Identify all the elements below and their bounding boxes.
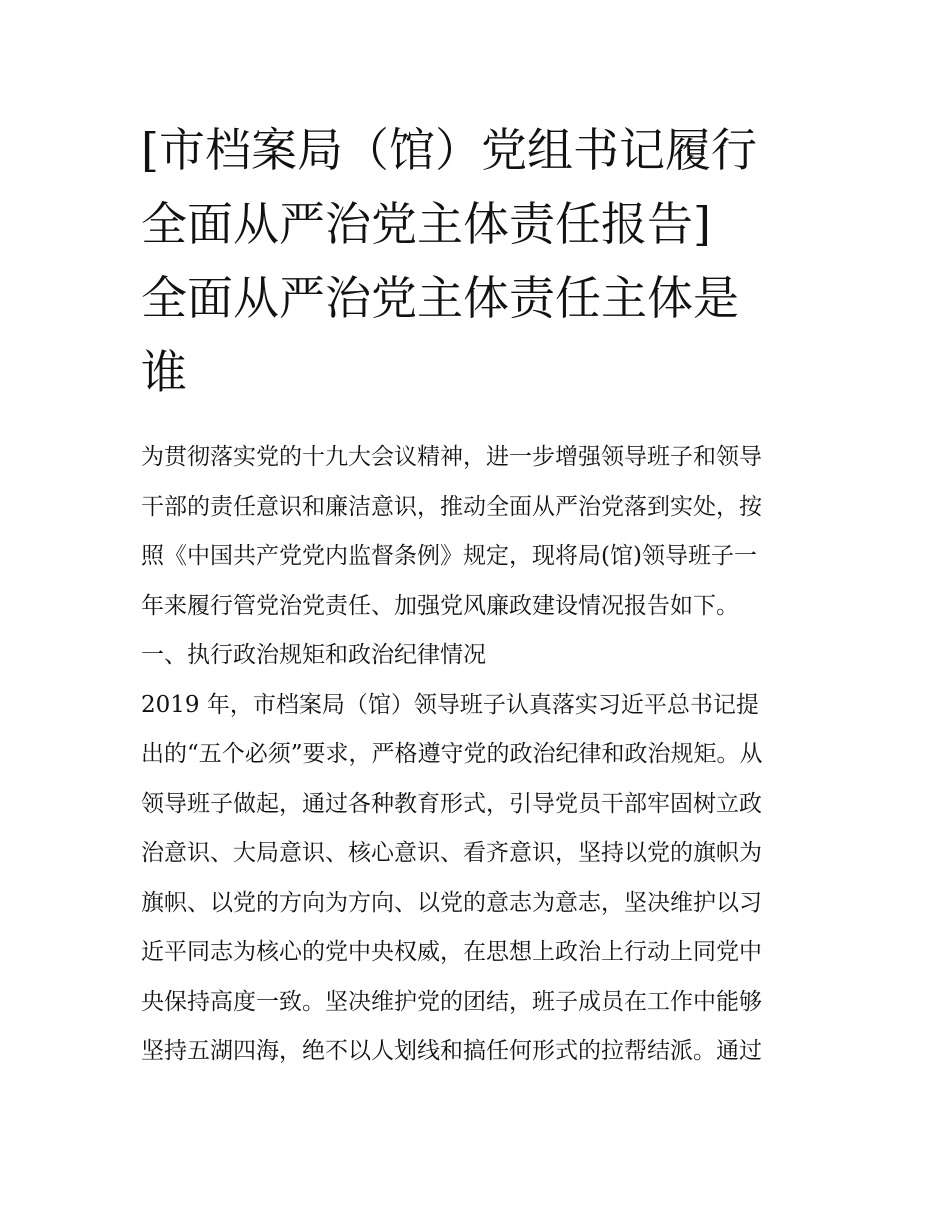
title-line: 谁 xyxy=(141,345,187,399)
body-line: 出的“五个必须”要求，严格遵守党的政治纪律和政治规矩。从 xyxy=(141,741,763,767)
body-line: 领导班子做起，通过各种教育形式，引导党员干部牢固树立政 xyxy=(141,790,762,817)
body-line: 坚持五湖四海，绝不以人划线和搞任何形式的拉帮结派。通过 xyxy=(141,1038,762,1064)
title-line: 全面从严治党主体责任主体是 xyxy=(141,271,739,325)
body-line: 干部的责任意识和廉洁意识，推动全面从严治党落到实处，按 xyxy=(141,493,762,520)
title-line: [市档案局（馆）党组书记履行 xyxy=(141,123,757,177)
body-line: 央保持高度一致。坚决维护党的团结，班子成员在工作中能够 xyxy=(141,988,762,1015)
body-line: 年来履行管党治党责任、加强党风廉政建设情况报告如下。 xyxy=(141,592,739,619)
body-line: 照《中国共产党党内监督条例》规定，现将局(馆)领导班子一 xyxy=(141,543,757,569)
body-line: 为贯彻落实党的十九大会议精神，进一步增强领导班子和领导 xyxy=(141,444,762,470)
body-line: 旗帜、以党的方向为方向、以党的意志为意志，坚决维护以习 xyxy=(141,889,762,916)
body-line: 近平同志为核心的党中央权威，在思想上政治上行动上同党中 xyxy=(141,939,762,965)
body-line: 2019 年，市档案局（馆）领导班子认真落实习近平总书记提 xyxy=(141,691,759,718)
document-body xyxy=(141,433,821,1077)
body-line: 治意识、大局意识、核心意识、看齐意识，坚持以党的旗帜为 xyxy=(141,840,762,866)
title-line: 全面从严治党主体责任报告] xyxy=(141,197,711,251)
document-title xyxy=(141,113,841,409)
section-heading: 一、执行政治规矩和政治纪律情况 xyxy=(141,642,486,668)
